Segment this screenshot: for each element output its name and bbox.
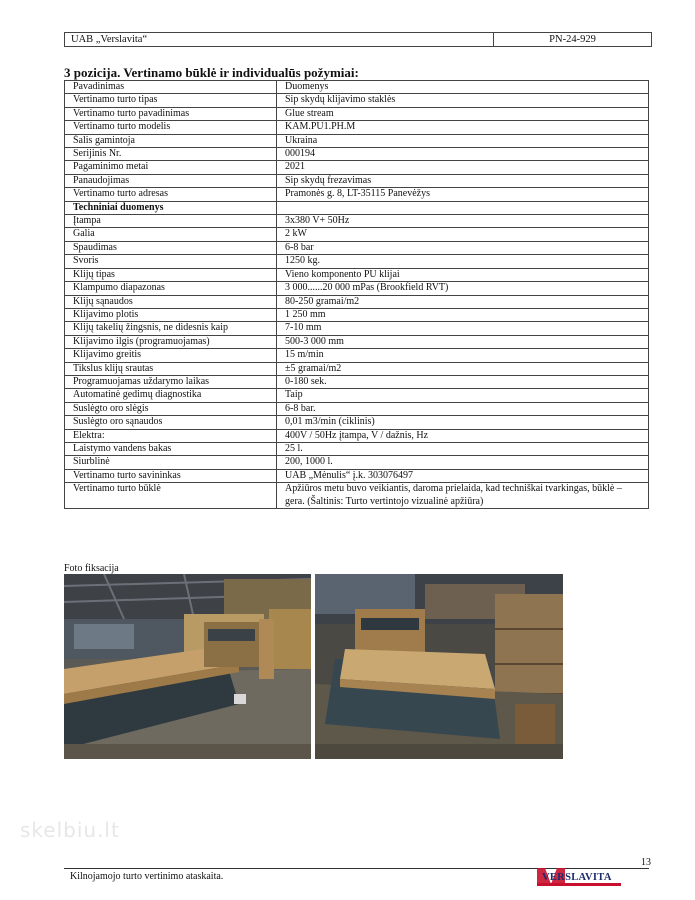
row-label: Programuojamas uždarymo laikas: [65, 375, 277, 388]
row-label: Elektra:: [65, 429, 277, 442]
row-label: Pavadinimas: [65, 81, 277, 94]
table-row: [65, 295, 649, 308]
row-label: Suslėgto oro slėgis: [65, 402, 277, 415]
table-row: [65, 134, 649, 147]
table-row: [65, 282, 649, 295]
page-number: 13: [641, 857, 651, 868]
machine-photo-right: [315, 574, 563, 759]
row-value: 2021: [277, 161, 649, 174]
row-value: 000194: [277, 148, 649, 161]
table-row: [65, 174, 649, 187]
row-value: Duomenys: [277, 81, 649, 94]
row-value: 3 000......20 000 mPas (Brookfield RVT): [277, 282, 649, 295]
row-value: 2 kW: [277, 228, 649, 241]
row-label: Pagaminimo metai: [65, 161, 277, 174]
properties-table: [64, 80, 649, 509]
table-row: [65, 81, 649, 94]
table-row: [65, 255, 649, 268]
row-label: Suslėgto oro sąnaudos: [65, 416, 277, 429]
row-value: Pramonės g. 8, LT-35115 Panevėžys: [277, 188, 649, 201]
footer-text: Kilnojamojo turto vertinimo ataskaita.: [70, 871, 224, 882]
row-value: 400V / 50Hz įtampa, V / dažnis, Hz: [277, 429, 649, 442]
row-value: 3x380 V+ 50Hz: [277, 215, 649, 228]
row-label: Vertinamo turto būklė: [65, 483, 277, 509]
row-label: Automatinė gedimų diagnostika: [65, 389, 277, 402]
document-number: PN-24-929: [494, 33, 652, 47]
machine-photo-left: [64, 574, 311, 759]
row-label: Panaudojimas: [65, 174, 277, 187]
row-value: 80-250 gramai/m2: [277, 295, 649, 308]
row-value: 7-10 mm: [277, 322, 649, 335]
row-label: Vertinamo turto pavadinimas: [65, 107, 277, 120]
table-row: [65, 416, 649, 429]
table-row: [65, 349, 649, 362]
row-label: Serijinis Nr.: [65, 148, 277, 161]
table-row: [65, 148, 649, 161]
table-row: [65, 402, 649, 415]
row-label: Tikslus klijų srautas: [65, 362, 277, 375]
row-label: Siurblinė: [65, 456, 277, 469]
row-label: Techniniai duomenys: [65, 201, 277, 214]
table-row: [65, 121, 649, 134]
row-value: Sip skydų klijavimo staklės: [277, 94, 649, 107]
row-value: 1 250 mm: [277, 308, 649, 321]
table-row: [65, 335, 649, 348]
row-label: Vertinamo turto adresas: [65, 188, 277, 201]
table-row: [65, 241, 649, 254]
row-label: Klijų sąnaudos: [65, 295, 277, 308]
row-label: Įtampa: [65, 215, 277, 228]
table-row: [65, 188, 649, 201]
row-label: Šalis gamintoja: [65, 134, 277, 147]
row-label: Klijų takelių žingsnis, ne didesnis kaip: [65, 322, 277, 335]
company-name: UAB „Verslavita“: [65, 33, 494, 47]
row-label: Klijavimo plotis: [65, 308, 277, 321]
table-row: [65, 308, 649, 321]
table-row: [65, 322, 649, 335]
row-value: KAM.PU1.PH.M: [277, 121, 649, 134]
table-row: [65, 429, 649, 442]
row-value: UAB „Mėnulis“ į.k. 303076497: [277, 469, 649, 482]
watermark: skelbiu.lt: [20, 818, 120, 842]
row-value: 6-8 bar.: [277, 402, 649, 415]
row-label: Vertinamo turto savininkas: [65, 469, 277, 482]
row-value: 0,01 m3/min (ciklinis): [277, 416, 649, 429]
row-value: 200, 1000 l.: [277, 456, 649, 469]
row-label: Klijų tipas: [65, 268, 277, 281]
row-label: Laistymo vandens bakas: [65, 442, 277, 455]
table-row: [65, 161, 649, 174]
row-label: Klampumo diapazonas: [65, 282, 277, 295]
row-value: Vieno komponento PU klijai: [277, 268, 649, 281]
table-row: [65, 228, 649, 241]
table-row: [65, 456, 649, 469]
table-row: [65, 375, 649, 388]
row-value: Ukraina: [277, 134, 649, 147]
table-row: [65, 442, 649, 455]
row-value: Glue stream: [277, 107, 649, 120]
row-value: 6-8 bar: [277, 241, 649, 254]
table-row: [65, 469, 649, 482]
table-row: [65, 389, 649, 402]
row-label: Vertinamo turto tipas: [65, 94, 277, 107]
row-label: Klijavimo greitis: [65, 349, 277, 362]
row-value: Taip: [277, 389, 649, 402]
table-row: [65, 94, 649, 107]
row-value: Apžiūros metu buvo veikiantis, daroma prielaida, kad techniškai tvarkingas, būklė – gera. (Šaltinis: Turto vertintojo vizualinė apžiūra): [277, 483, 649, 509]
row-value: 1250 kg.: [277, 255, 649, 268]
table-row: [65, 268, 649, 281]
table-row: [65, 483, 649, 509]
row-label: Klijavimo ilgis (programuojamas): [65, 335, 277, 348]
row-label: Svoris: [65, 255, 277, 268]
logo-text: VERSLAVITA: [542, 872, 612, 883]
row-value: 0-180 sek.: [277, 375, 649, 388]
row-value: ±5 gramai/m2: [277, 362, 649, 375]
section-title: 3 pozicija. Vertinamo būklė ir individualūs požymiai:: [64, 65, 359, 80]
row-label: Vertinamo turto modelis: [65, 121, 277, 134]
row-value: 15 m/min: [277, 349, 649, 362]
row-label: Galia: [65, 228, 277, 241]
row-value: 25 l.: [277, 442, 649, 455]
row-value: [277, 201, 649, 214]
photo-label: Foto fiksacija: [64, 563, 119, 574]
table-row: [65, 201, 649, 214]
header-table: [64, 32, 652, 47]
row-label: Spaudimas: [65, 241, 277, 254]
table-row: [65, 362, 649, 375]
row-value: Sip skydų frezavimas: [277, 174, 649, 187]
row-value: 500-3 000 mm: [277, 335, 649, 348]
table-row: [65, 107, 649, 120]
table-row: [65, 215, 649, 228]
